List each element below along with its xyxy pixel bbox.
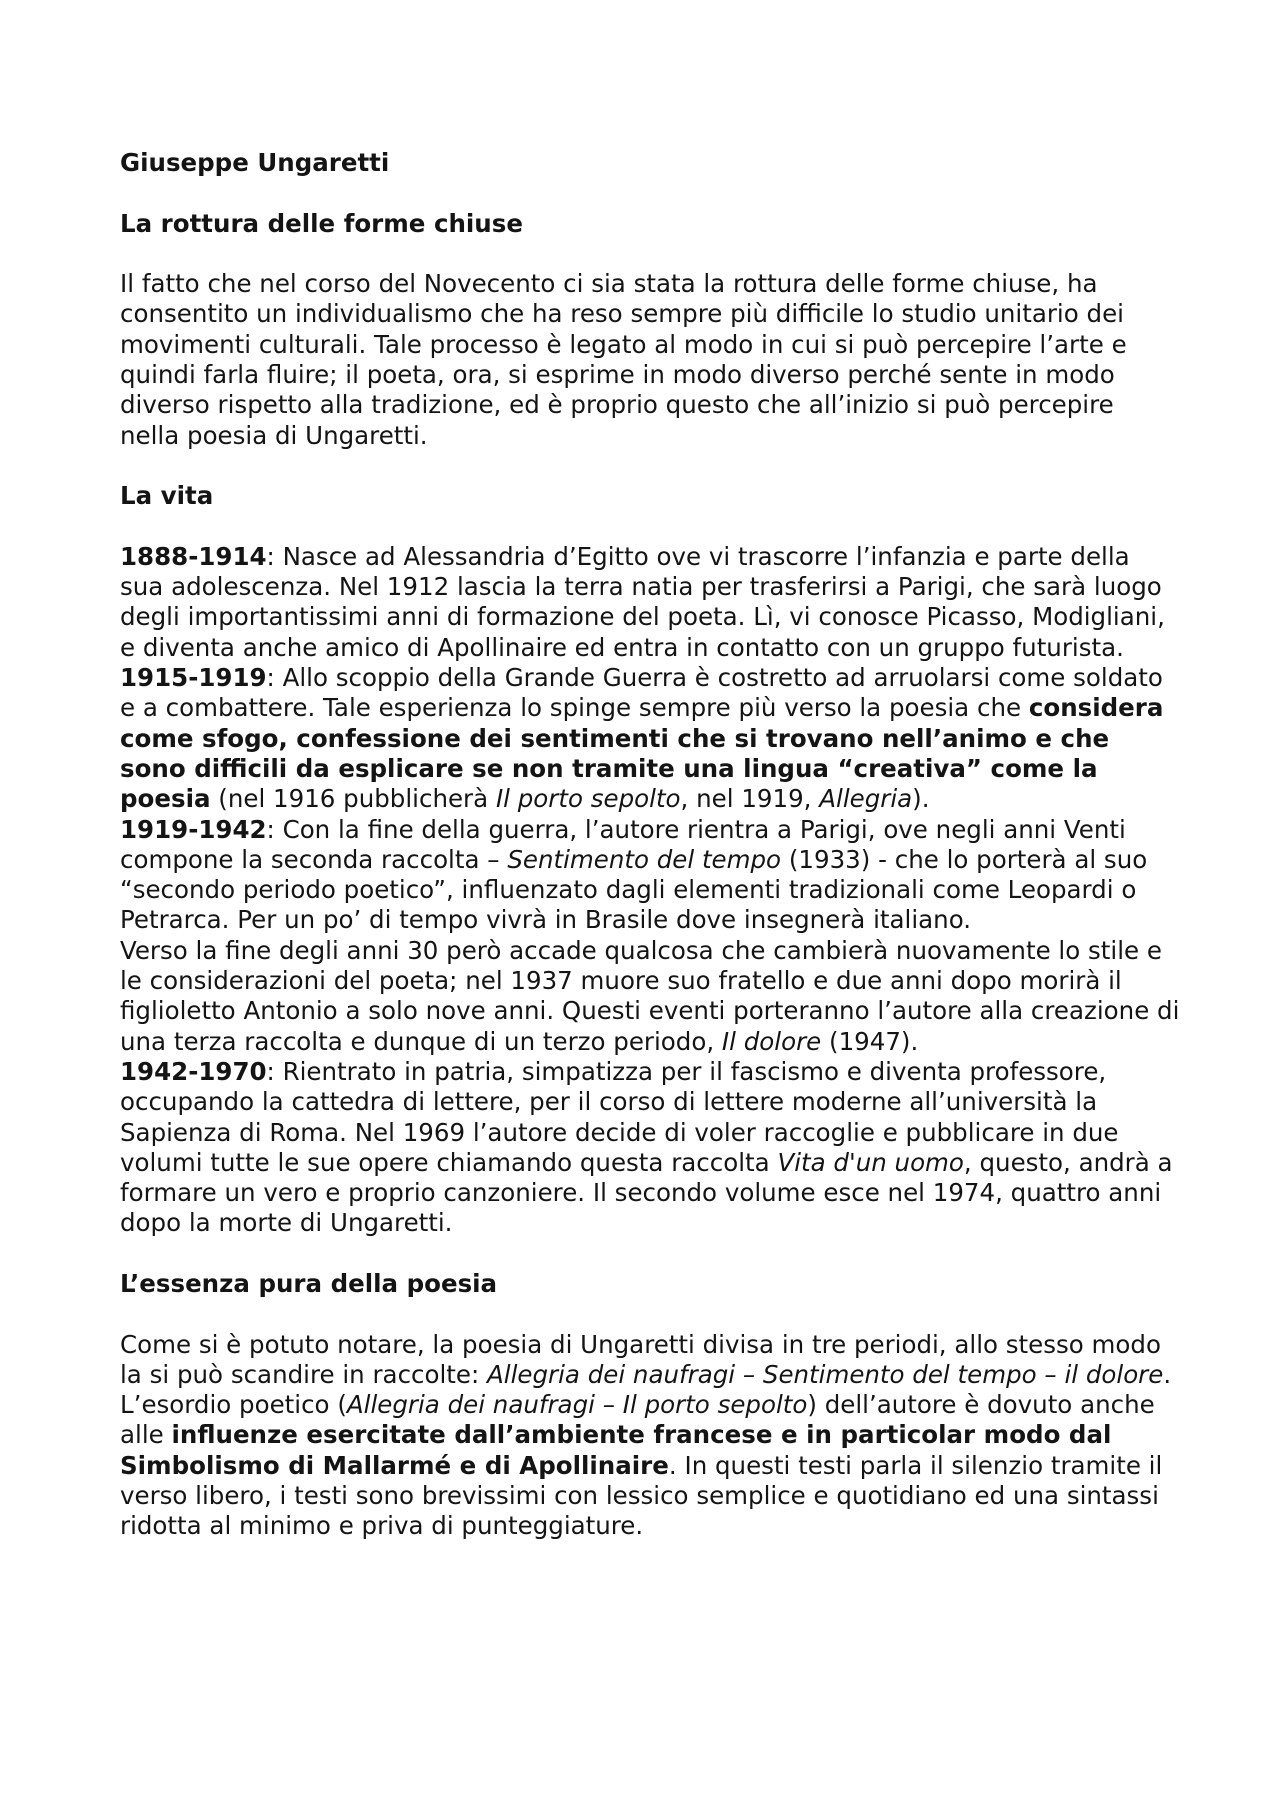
paragraph-vita-1888 xyxy=(120,542,1180,663)
paragraph-rottura: Il fatto che nel corso del Novecento ci sia stata la rottura delle forme chiuse, ha consentito un individualismo che ha reso sempre più difficile lo studio unitario dei movimenti culturali. Tale processo è legato al modo in cui si può percepire l’arte e quindi farla fluire; il poeta, ora, si esprime in modo diverso perché sente in modo diverso rispetto alla tradizione, ed è proprio questo che all’inizio si può percepire nella poesia di Ungaretti. xyxy=(120,269,1127,450)
text-1915-d: ). xyxy=(912,784,930,814)
text-anni30-a: Verso la fine degli anni 30 però accade qualcosa che cambierà nuovamente lo stile e le considerazioni del poeta; nel 1937 muore suo fratello e due anni dopo morirà il figlioletto Antonio a solo nove anni. Questi eventi porteranno l’autore alla creazione di una terza raccolta e dunque di un terzo periodo, xyxy=(120,935,1180,1056)
document-page xyxy=(120,148,1180,1542)
text-essenza-2a: L’esordio poetico ( xyxy=(120,1390,347,1420)
paragraph-essenza-2 xyxy=(120,1390,1180,1541)
text-1919-b: (1933) - che lo porterà al suo “secondo periodo poetico”, influenzato dagli elementi tradizionali come Leopardi o Petrarca. Per un po’ di tempo vivrà in Brasile dove insegnerà italiano. xyxy=(120,844,1148,935)
text-1942-b: , questo, andrà a formare un vero e proprio canzoniere. Il secondo volume esce nel 1974, quattro anni dopo la morte di Ungaretti. xyxy=(120,1147,1173,1238)
date-1919-1942: 1919-1942 xyxy=(120,814,267,844)
bold-1915: considera come sfogo, confessione dei sentimenti che si trovano nell’animo e che sono difficili da esplicare se non tramite una lingua “creativa” come la poesia xyxy=(120,693,1164,814)
section-heading-vita: La vita xyxy=(120,481,214,511)
text-anni30-b: (1947). xyxy=(821,1026,919,1056)
date-1888-1914: 1888-1914 xyxy=(120,541,267,571)
text-1915-a: : Allo scoppio della Grande Guerra è costretto ad arruolarsi come soldato e a combattere. Tale esperienza lo spinge sempre più verso la poesia che xyxy=(120,663,1163,723)
text-1942-a: : Rientrato in patria, simpatizza per il fascismo e diventa professore, occupando la cattedra di lettere, per il corso di lettere moderne all’università la Sapienza di Roma. Nel 1969 l’autore decide di voler raccoglie e pubblicare in due volumi tutte le sue opere chiamando questa raccolta xyxy=(120,1056,1119,1177)
paragraph-vita-1915 xyxy=(120,663,1180,814)
bold-influenze: influenze esercitate dall’ambiente francese e in particolar modo dal Simbolismo di Mallarmé e di Apollinaire xyxy=(120,1420,1112,1480)
italic-vita-uomo: Vita d'un uomo xyxy=(777,1147,964,1177)
section-heading-essenza: L’essenza pura della poesia xyxy=(120,1268,498,1298)
italic-esordio: Allegria dei naufragi – Il porto sepolto xyxy=(346,1390,808,1420)
text-1919-a: : Con la fine della guerra, l’autore rientra a Parigi, ove negli anni Venti compone la seconda raccolta – xyxy=(120,814,1126,874)
date-1942-1970: 1942-1970 xyxy=(120,1056,267,1086)
text-essenza-1a: Come si è potuto notare, la poesia di Ungaretti divisa in tre periodi, allo stesso modo la si può scandire in raccolte: xyxy=(120,1329,1161,1389)
italic-dolore: Il dolore xyxy=(721,1026,822,1056)
document-title: Giuseppe Ungaretti xyxy=(120,148,390,177)
paragraph-essenza-1 xyxy=(120,1330,1180,1391)
italic-allegria: Allegria xyxy=(819,784,913,814)
italic-porto-sepolto: Il porto sepolto xyxy=(495,784,681,814)
paragraph-vita-1919 xyxy=(120,815,1180,936)
paragraph-vita-anni30 xyxy=(120,936,1180,1057)
text-1915-b: (nel 1916 pubblicherà xyxy=(210,784,496,814)
date-1915-1919: 1915-1919 xyxy=(120,663,267,693)
text-1888: : Nasce ad Alessandria d’Egitto ove vi trascorre l’infanzia e parte della sua adolescenza. Nel 1912 lascia la terra natia per trasferirsi a Parigi, che sarà luogo degli importantissimi anni di formazione del poeta. Lì, vi conosce Picasso, Modigliani, e diventa anche amico di Apollinaire ed entra in contatto con un gruppo futurista. xyxy=(120,541,1165,662)
text-essenza-2c: . In questi testi parla il silenzio tramite il verso libero, i testi sono brevissimi con lessico semplice e quotidiano ed una sintassi ridotta al minimo e priva di punteggiature. xyxy=(120,1450,1163,1541)
paragraph-vita-1942 xyxy=(120,1057,1180,1239)
section-heading-rottura: La rottura delle forme chiuse xyxy=(120,208,523,238)
italic-raccolte: Allegria dei naufragi – Sentimento del tempo – il dolore xyxy=(487,1359,1164,1389)
text-essenza-2b: ) dell’autore è dovuto anche alle xyxy=(120,1390,1155,1450)
text-1915-c: , nel 1919, xyxy=(680,784,820,814)
text-essenza-1b: . xyxy=(1163,1359,1172,1389)
italic-sentimento: Sentimento del tempo xyxy=(507,844,782,874)
